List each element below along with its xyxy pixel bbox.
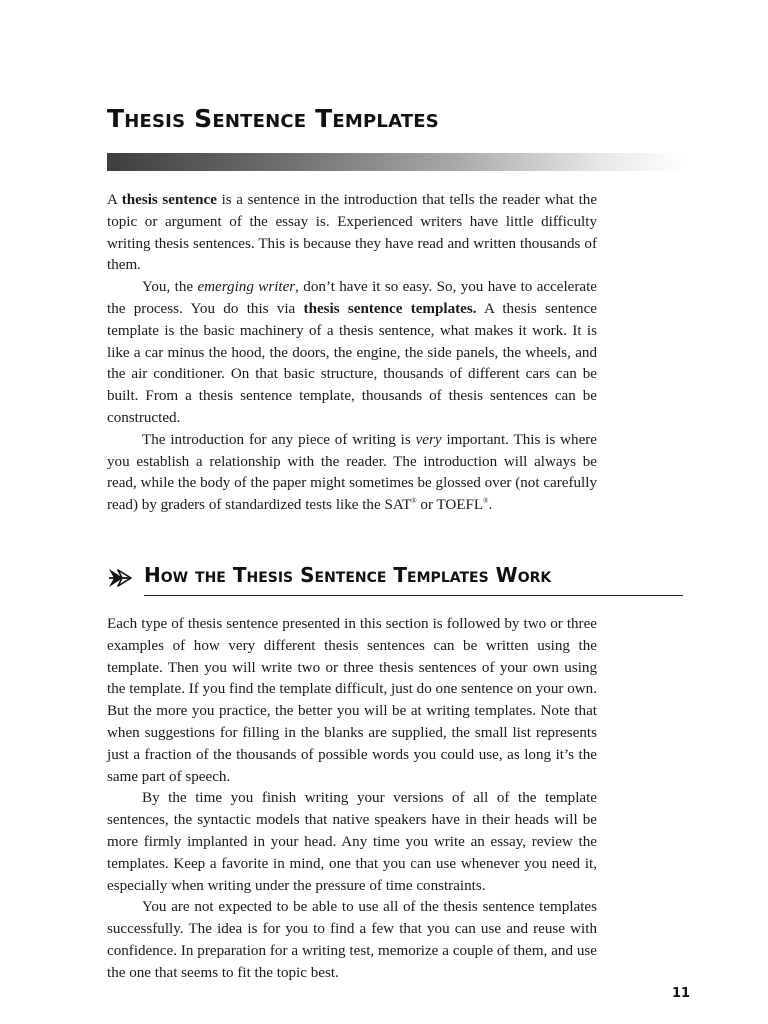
page-title: Thesis Sentence Templates [107,104,439,133]
italic-term: emerging writer [197,279,296,296]
intro-paragraph-3 [107,430,597,517]
section-paragraph-1: Each type of thesis sentence presented in this section is followed by two or three examples of how very different thesis sentences can be written using the template. Then you will write two or three thesis sentences of your own using the template. If you find the template difficult, just do one sentence on your own. But the more you practice, the better you will be at writing templates. Note that when suggestions for filling in the blanks are supplied, the small list represents just a fraction of the thousands of possible words you could use, as long it’s the same part of speech. [107,616,597,785]
page-number: 11 [672,986,691,1001]
title-gradient-bar [107,153,685,171]
section-title: How the Thesis Sentence Templates Work [144,563,552,587]
text-run: The introduction for any piece of writing is [142,431,416,448]
text-run: , don’t have it so easy. So, you have to accelerate the process. You do this via [107,279,597,317]
section-heading [107,563,683,596]
text-run: or TOEFL [416,497,484,514]
text-run: A thesis sentence template is the basic machinery of a thesis sentence, what makes it work. It is like a car minus the hood, the doors, the engine, the side panels, the wheels, and the air conditioner. On that basic structure, thousands of different cars can be built. From a thesis sentence template, thousands of thesis sentences can be constructed. [107,300,597,426]
registered-mark: ® [411,497,417,506]
text-run: . [488,497,493,514]
bold-term: thesis sentence templates. [303,300,477,317]
section-body [107,614,597,985]
intro-paragraph-2 [107,277,597,430]
intro-paragraph-1 [107,190,597,277]
text-run: You, the [142,279,198,296]
registered-mark: ® [483,497,489,506]
text-run: A [107,192,122,208]
intro-section [107,190,597,517]
text-run: is a sentence in the introduction that tells the reader what the topic or argument of the essay is. Experienced writers have little difficulty writing thesis sentences. This is because they have read and written thousands of them. [107,192,598,274]
section-rule [144,595,683,596]
bold-term: thesis sentence [121,192,217,208]
italic-term: very [415,431,442,448]
arrow-right-icon [107,567,135,589]
text-run: important. This is where you establish a relationship with the reader. The introduction will always be read, while the body of the paper might sometimes be glossed over (not carefully read) by graders of standardized tests like the SAT [107,431,597,514]
section-paragraph-2: By the time you finish writing your versions of all of the template sentences, the syntactic models that native speakers have in their heads will be more firmly implanted in your head. Any time you write an essay, review the templates. Keep a favorite in mind, one that you can use whenever you need it, especially when writing under the pressure of time constraints. [107,790,597,894]
section-paragraph-3: You are not expected to be able to use all of the thesis sentence templates successfully. The idea is for you to find a few that you can use and reuse with confidence. In preparation for a writing test, memorize a couple of them, and use the one that seems to fit the topic best. [107,899,597,981]
